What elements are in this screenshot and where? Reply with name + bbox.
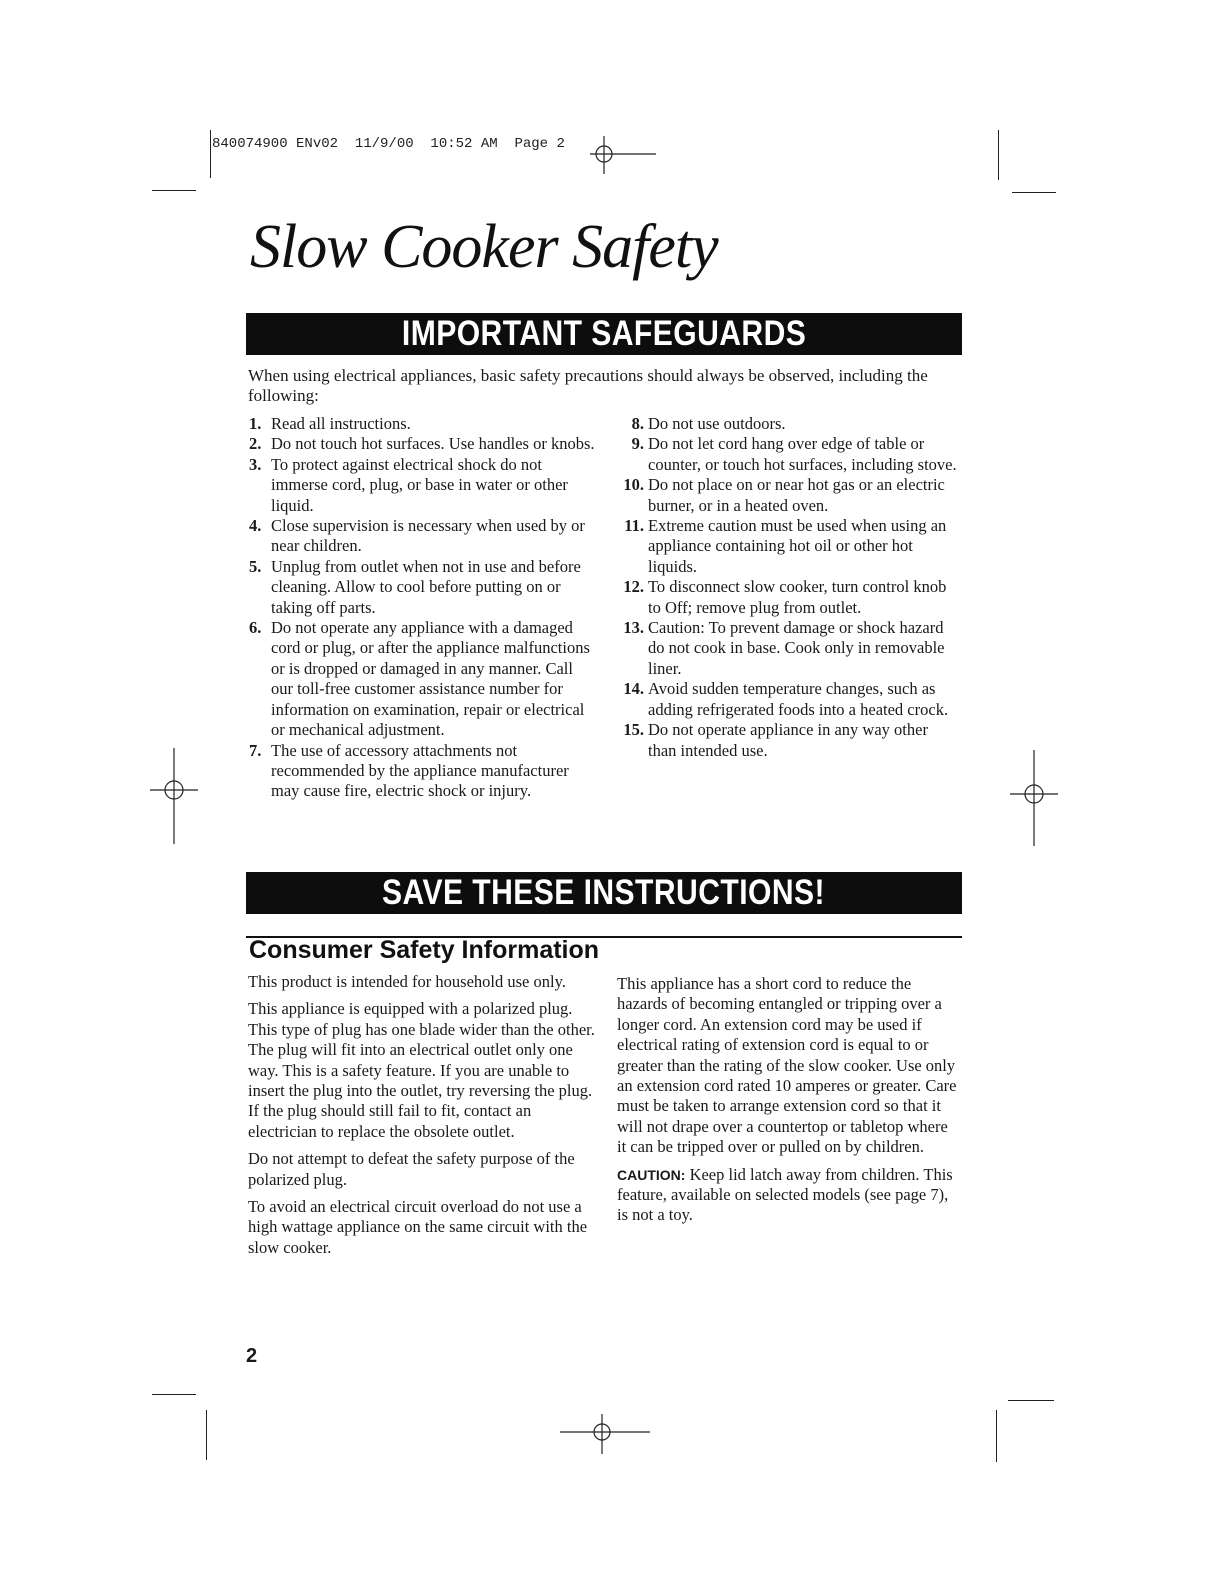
- safeguard-item: [249, 434, 599, 454]
- item-text: Avoid sudden temperature changes, such as adding refrigerated foods into a heated crock.: [648, 679, 949, 719]
- page-title: Slow Cooker Safety: [250, 213, 718, 281]
- item-text: Do not operate appliance in any way other than intended use.: [648, 720, 928, 760]
- item-number: 13.: [623, 618, 644, 638]
- registration-mark-icon: [1006, 750, 1062, 846]
- crop-mark: [998, 130, 999, 180]
- consumer-safety-heading: Consumer Safety Information: [249, 936, 600, 964]
- crop-mark: [210, 130, 211, 178]
- item-text: Do not place on or near hot gas or an electric burner, or in a heated oven.: [648, 475, 945, 515]
- intro-text: When using electrical appliances, basic safety precautions should always be observed, including the following:: [248, 366, 928, 405]
- item-text: Caution: To prevent damage or shock hazard do not cook in base. Cook only in removable liner.: [648, 618, 945, 678]
- item-number: 12.: [623, 577, 644, 597]
- item-text: The use of accessory attachments not recommended by the appliance manufacturer may cause fire, electric shock or injury.: [271, 740, 569, 801]
- crop-mark: [1012, 192, 1056, 193]
- item-text: Unplug from outlet when not in use and before cleaning. Allow to cool before putting on or taking off parts.: [271, 556, 581, 617]
- safeguard-item: [622, 577, 957, 618]
- crop-mark: [152, 1394, 196, 1395]
- caution-text: Keep lid latch away from children. This feature, available on selected models (see page 7), is not a toy.: [617, 1164, 953, 1225]
- safeguard-item: [249, 741, 599, 802]
- item-number: 15.: [623, 720, 644, 740]
- item-text: Do not touch hot surfaces. Use handles or knobs.: [271, 434, 595, 454]
- safeguard-item: [249, 414, 599, 434]
- registration-mark-icon: [580, 130, 660, 180]
- item-number: 5.: [249, 556, 262, 576]
- item-text: Do not let cord hang over edge of table or counter, or touch hot surfaces, including stove.: [648, 434, 957, 474]
- item-text: Close supervision is necessary when used by or near children.: [271, 516, 585, 556]
- item-text: To disconnect slow cooker, turn control knob to Off; remove plug from outlet.: [648, 577, 947, 617]
- printer-slug: 840074900 ENv02 11/9/00 10:52 AM Page 2: [212, 136, 565, 152]
- consumer-safety-left-column: [248, 972, 596, 1265]
- safeguard-item: [622, 516, 957, 577]
- paragraph: Do not attempt to defeat the safety purpose of the polarized plug.: [248, 1149, 575, 1189]
- paragraph: This appliance has a short cord to reduce the hazards of becoming entangled or tripping over a longer cord. An extension cord may be used if electrical rating of extension cord is equal to or greater than the rating of the slow cooker. Use only an extension cord rated 10 amperes or greater. Care must be taken to arrange extension cord so that it will not drape over a countertop or tabletop where it can be tripped over or pulled on by children.: [617, 974, 957, 1157]
- banner-text: IMPORTANT SAFEGUARDS: [401, 314, 807, 353]
- safeguard-item: [249, 618, 599, 740]
- safeguards-list-right: [622, 414, 957, 761]
- item-text: Do not operate any appliance with a damaged cord or plug, or after the appliance malfunctions or is dropped or damaged in any manner. Call our toll-free customer assistance number for information on examination, repair or electrical or mechanical adjustment.: [271, 618, 590, 740]
- caution-paragraph: [617, 1165, 959, 1226]
- safeguards-list-left: [249, 414, 599, 802]
- consumer-safety-right-column: [617, 974, 959, 1233]
- page-number: 2: [246, 1345, 258, 1367]
- item-text: Read all instructions.: [271, 414, 411, 433]
- paragraph: This product is intended for household use only.: [248, 972, 566, 991]
- item-text: To protect against electrical shock do not immerse cord, plug, or base in water or other liquid.: [271, 454, 568, 515]
- item-number: 8.: [631, 414, 644, 433]
- crop-mark: [1008, 1400, 1054, 1401]
- crop-mark: [996, 1410, 997, 1462]
- item-number: 9.: [631, 434, 644, 454]
- crop-mark: [206, 1410, 207, 1460]
- save-instructions-banner: [246, 872, 962, 914]
- crop-mark: [152, 190, 196, 191]
- important-safeguards-banner: [246, 313, 962, 355]
- registration-mark-icon: [556, 1408, 656, 1458]
- banner-text: SAVE THESE INSTRUCTIONS!: [382, 873, 826, 912]
- safeguard-item: [249, 455, 599, 516]
- item-number: 2.: [249, 434, 262, 454]
- item-text: Do not use outdoors.: [648, 414, 786, 433]
- safeguard-item: [622, 679, 957, 720]
- registration-mark-icon: [146, 748, 202, 844]
- safeguard-item: [622, 618, 957, 679]
- safeguard-item: [249, 516, 599, 557]
- caution-label: CAUTION:: [617, 1166, 686, 1183]
- item-text: Extreme caution must be used when using an appliance containing hot oil or other hot liquids.: [648, 516, 947, 576]
- item-number: 7.: [249, 740, 262, 760]
- safeguard-item: [622, 434, 957, 475]
- item-number: 10.: [623, 475, 644, 495]
- safeguard-item: [249, 557, 599, 618]
- item-number: 6.: [249, 618, 262, 638]
- safeguard-item: [622, 475, 957, 516]
- safeguard-item: [622, 720, 957, 761]
- safeguard-item: [622, 414, 957, 434]
- item-number: 1.: [249, 414, 262, 433]
- paragraph: This appliance is equipped with a polarized plug. This type of plug has one blade wider than the other. The plug will fit into an electrical outlet only one way. This is a safety feature. If you are unable to insert the plug into the outlet, try reversing the plug. If the plug should still fail to fit, contact an electrician to replace the obsolete outlet.: [248, 999, 595, 1141]
- paragraph: To avoid an electrical circuit overload do not use a high wattage appliance on the same circuit with the slow cooker.: [248, 1197, 588, 1257]
- item-number: 14.: [623, 679, 644, 699]
- item-number: 4.: [249, 516, 262, 536]
- item-number: 11.: [624, 516, 644, 536]
- item-number: 3.: [249, 454, 262, 474]
